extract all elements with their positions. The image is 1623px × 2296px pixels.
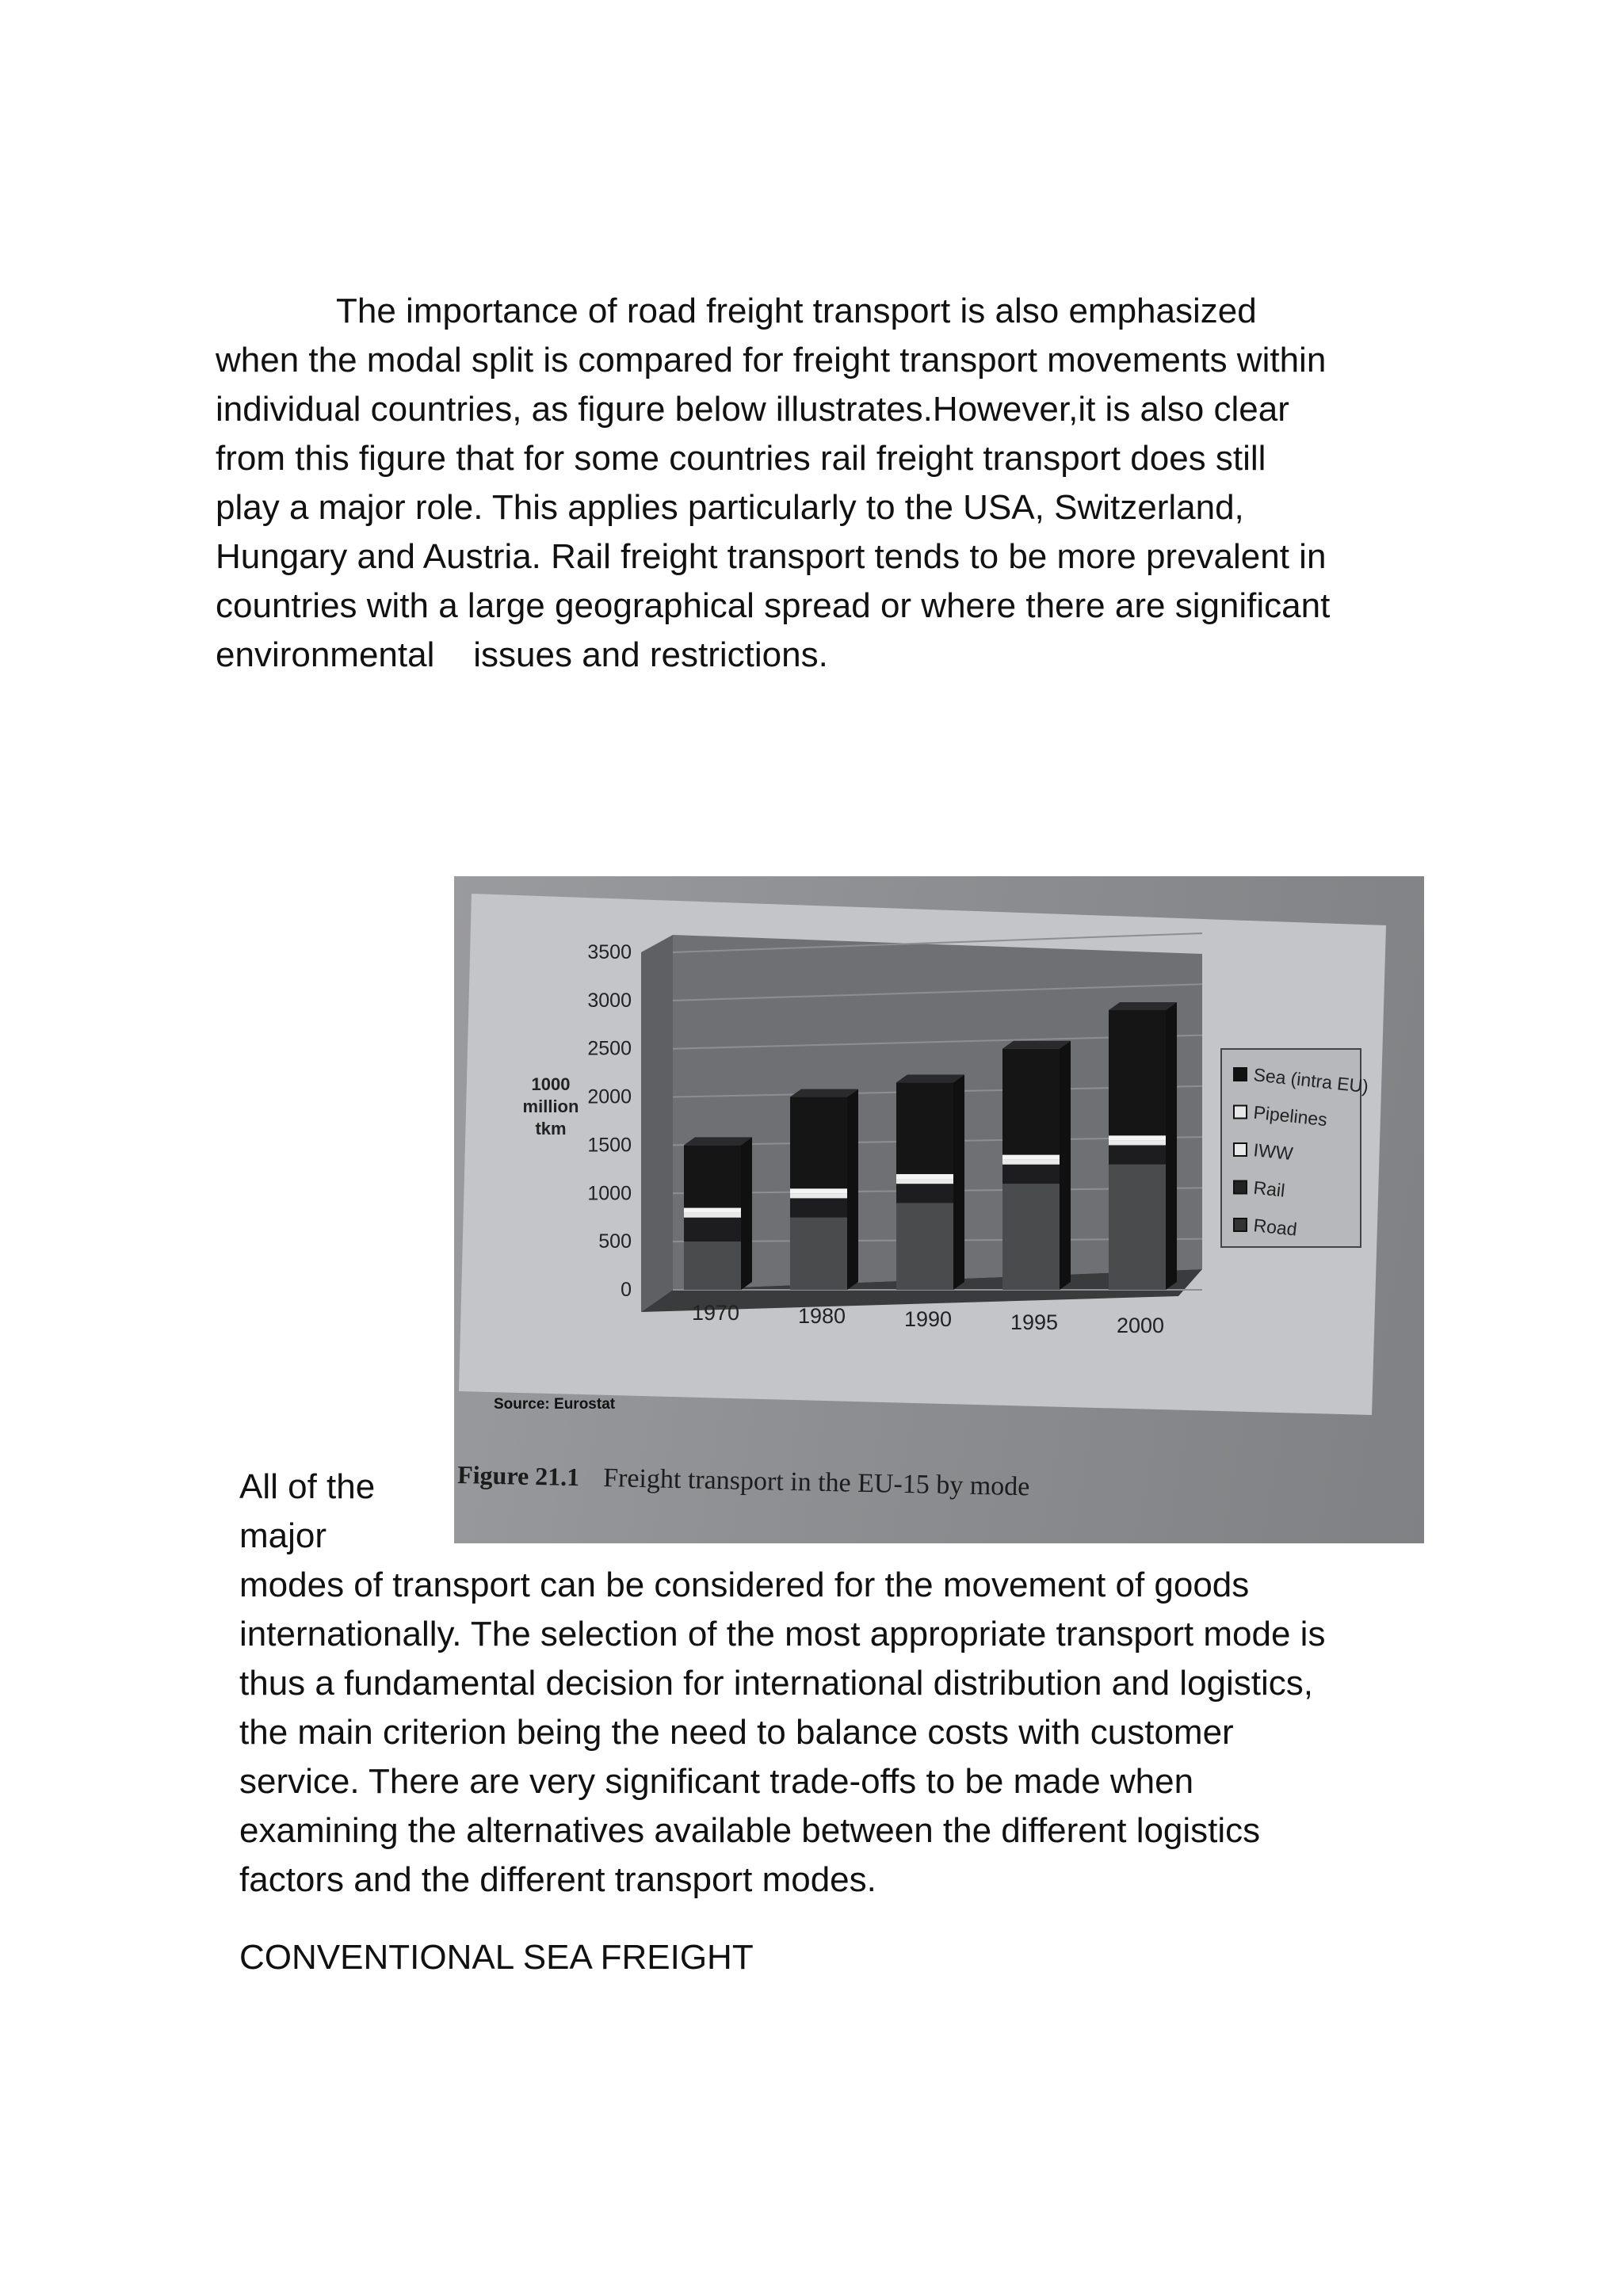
paragraph-line: countries with a large geographical spread or where there are significant: [216, 586, 1331, 625]
bar-top-face: [790, 1089, 858, 1097]
bar-segment-iww: [896, 1179, 953, 1184]
bar-segment-sea-intra-eu: [1109, 1010, 1166, 1135]
bar-side-face: [741, 1137, 752, 1290]
y-axis-label-line2: million: [522, 1097, 579, 1116]
paragraph-line: service. There are very significant trade-offs to be made when: [239, 1762, 1194, 1801]
paragraph-line: thus a fundamental decision for international distribution and logistics,: [239, 1664, 1314, 1703]
legend-swatch: [1234, 1143, 1247, 1156]
y-tick-label: 3000: [587, 989, 632, 1012]
paragraph-line: The importance of road freight transport is also emphasized: [336, 292, 1257, 330]
bar-top-face: [684, 1137, 752, 1145]
y-tick-label: 500: [598, 1230, 632, 1253]
bar-segment-pipelines: [790, 1188, 847, 1193]
legend-label: Rail: [1252, 1177, 1286, 1201]
paragraph-line: when the modal split is compared for freight transport movements within: [216, 341, 1327, 379]
paragraph-line: examining the alternatives available between the different logistics: [239, 1811, 1261, 1850]
paragraph-line: from this figure that for some countries rail freight transport does still: [216, 439, 1266, 478]
y-tick-label: 3500: [587, 941, 632, 963]
paragraph-line: internationally. The selection of the most appropriate transport mode is: [239, 1615, 1326, 1653]
figure-source: Source: Eurostat: [494, 1396, 616, 1413]
bar-segment-road: [684, 1241, 741, 1290]
legend-swatch: [1234, 1068, 1247, 1081]
body-paragraph: [239, 1561, 1428, 1905]
bar-segment-road: [1109, 1165, 1166, 1290]
y-tick-label: 0: [621, 1279, 632, 1301]
bar-segment-pipelines: [1002, 1155, 1060, 1160]
figure-caption-text: Freight transport in the EU-15 by mode: [602, 1463, 1030, 1502]
plot-side-wall: [641, 935, 673, 1312]
bar-segment-sea-intra-eu: [896, 1082, 953, 1174]
wrap-text: [239, 1463, 375, 1561]
bar-segment-road: [790, 1218, 847, 1290]
bar-side-face: [953, 1074, 964, 1290]
bar-segment-road: [896, 1203, 953, 1290]
bar-segment-sea-intra-eu: [1002, 1049, 1060, 1155]
bar-segment-sea-intra-eu: [684, 1145, 741, 1207]
paragraph-line: factors and the different transport modes.: [239, 1860, 876, 1899]
bar-segment-rail: [684, 1218, 741, 1241]
bar-segment-rail: [790, 1198, 847, 1217]
section-heading: CONVENTIONAL SEA FREIGHT: [239, 1938, 754, 1977]
bar-segment-iww: [684, 1213, 741, 1218]
y-axis-label-line3: tkm: [535, 1119, 567, 1138]
freight-chart: [454, 876, 1424, 1543]
legend-swatch: [1234, 1219, 1247, 1231]
paragraph-line: the main criterion being the need to balance costs with customer: [239, 1713, 1234, 1752]
y-tick-label: 2000: [587, 1085, 632, 1108]
x-tick-label: 1995: [1010, 1310, 1059, 1334]
bar-segment-rail: [896, 1184, 953, 1203]
x-tick-label: 2000: [1116, 1314, 1165, 1337]
paragraph-line: Hungary and Austria. Rail freight transport tends to be more prevalent in: [216, 537, 1327, 576]
chart-legend: [1221, 1049, 1369, 1247]
bar-segment-sea-intra-eu: [790, 1097, 847, 1189]
bar-side-face: [1166, 1002, 1177, 1290]
legend-swatch: [1234, 1181, 1247, 1194]
y-tick-label: 1000: [587, 1182, 632, 1205]
x-tick-label: 1970: [691, 1301, 740, 1325]
paragraph-line: environmental issues and restrictions.: [216, 635, 828, 674]
bar-top-face: [1109, 1002, 1177, 1010]
figure-caption-label: Figure 21.1: [456, 1460, 580, 1492]
bar-segment-pipelines: [1109, 1135, 1166, 1140]
bar-side-face: [1060, 1041, 1071, 1290]
legend-label: Road: [1252, 1215, 1298, 1240]
bar-segment-pipelines: [896, 1174, 953, 1179]
y-axis-label-line1: 1000: [531, 1074, 571, 1094]
paragraph-line: individual countries, as figure below illustrates.However,it is also clear: [216, 390, 1289, 429]
legend-label: Pipelines: [1252, 1101, 1329, 1131]
legend-label: Sea (intra EU): [1252, 1064, 1370, 1097]
bar-segment-iww: [1109, 1140, 1166, 1145]
bar-segment-rail: [1109, 1145, 1166, 1164]
bar-segment-iww: [1002, 1160, 1060, 1165]
wrap-text-line: major: [239, 1516, 327, 1555]
y-tick-label: 1500: [587, 1134, 632, 1157]
figure-photo: [454, 876, 1424, 1543]
paragraph-line: modes of transport can be considered for the movement of goods: [239, 1566, 1250, 1604]
y-tick-label: 2500: [587, 1037, 632, 1060]
bar-top-face: [1002, 1041, 1071, 1049]
bar-segment-rail: [1002, 1165, 1060, 1184]
bar-segment-pipelines: [684, 1208, 741, 1213]
bar-top-face: [896, 1074, 964, 1082]
legend-label: IWW: [1252, 1139, 1294, 1165]
bar-segment-iww: [790, 1193, 847, 1198]
x-tick-label: 1980: [797, 1304, 846, 1328]
paragraph-line: play a major role. This applies particularly to the USA, Switzerland,: [216, 488, 1244, 527]
intro-paragraph: [216, 287, 1436, 680]
bar-segment-road: [1002, 1184, 1060, 1290]
legend-swatch: [1234, 1106, 1247, 1119]
bar-side-face: [847, 1089, 858, 1290]
x-tick-label: 1990: [903, 1307, 953, 1331]
wrap-text-line: All of the: [239, 1467, 376, 1506]
